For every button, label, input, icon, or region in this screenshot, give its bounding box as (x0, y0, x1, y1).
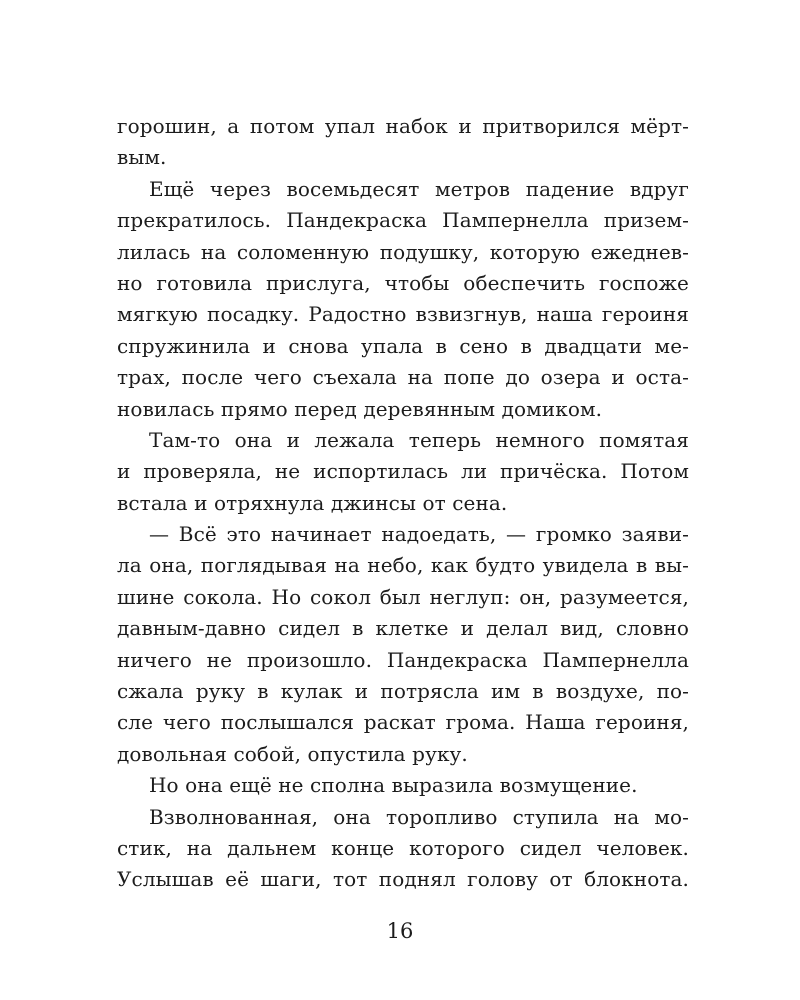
text-line: шине сокола. Но сокол был неглуп: он, разумеется, (117, 584, 689, 609)
text-line: новилась прямо перед деревянным домиком. (117, 396, 603, 421)
text-line: стик, на дальнем конце которого сидел человек. (117, 835, 689, 860)
text-line: Услышав её шаги, тот поднял голову от блокнота. (117, 867, 689, 892)
text-line: но готовила прислуга, чтобы обеспечить госпоже (117, 270, 689, 295)
text-line: Там-то она и лежала теперь немного помятая (149, 427, 689, 452)
text-line: ничего не произошло. Пандекраска Пампернелла (117, 647, 689, 672)
text-line: — Всё это начинает надоедать, — громко заяви- (149, 522, 689, 547)
text-line: довольная собой, опустила руку. (117, 741, 468, 766)
text-line: сжала руку в кулак и потрясла им в воздухе, по- (117, 679, 689, 704)
text-line: Ещё через восемьдесят метров падение вдруг (149, 176, 689, 201)
text-line: трах, после чего съехала на попе до озера и оста- (117, 365, 689, 390)
text-line: Но она ещё не сполна выразила возмущение. (149, 773, 638, 798)
book-page-text (117, 111, 689, 891)
text-line: и проверяла, не испортилась ли причёска. Потом (117, 459, 689, 484)
text-line: давным-давно сидел в клетке и делал вид, словно (117, 616, 689, 641)
text-line: лилась на соломенную подушку, которую ежеднев- (117, 239, 689, 264)
text-line: спружинила и снова упала в сено в двадцати ме- (117, 333, 689, 358)
text-line: прекратилось. Пандекраска Пампернелла призем- (117, 208, 689, 233)
page-number: 16 (386, 919, 414, 943)
text-line: вым. (117, 145, 167, 170)
text-line: Взволнованная, она торопливо ступила на мо- (149, 804, 689, 829)
text-line: мягкую посадку. Радостно взвизгнув, наша героиня (117, 302, 689, 327)
text-line: ла она, поглядывая на небо, как будто увидела в вы- (117, 553, 689, 578)
text-line: сле чего послышался раскат грома. Наша героиня, (117, 710, 689, 735)
text-line: горошин, а потом упал набок и притворился мёрт- (117, 114, 689, 138)
text-line: встала и отряхнула джинсы от сена. (117, 490, 508, 515)
